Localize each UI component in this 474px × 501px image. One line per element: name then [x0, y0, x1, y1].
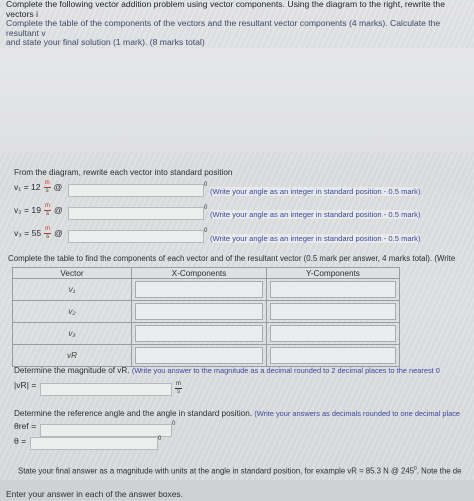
- reference-angle-input[interactable]: [40, 424, 172, 437]
- vector-2-angle-input[interactable]: [68, 207, 204, 220]
- header-x-components: X-Components: [132, 268, 267, 279]
- unit-m-per-s: $\frac{m}{s}$: [45, 226, 51, 240]
- at-sign: @: [54, 228, 63, 238]
- diagram-placeholder-area: [0, 48, 474, 152]
- footer-instruction: Enter your answer in each of the answer boxes.: [6, 489, 183, 499]
- vr-x-input[interactable]: [135, 347, 263, 364]
- table-row: [13, 279, 400, 301]
- unit-m-per-s: $\frac{m}{s}$: [45, 203, 50, 217]
- angle-title: Determine the reference angle and the angle in standard position. (Write your answers as decimals rounded to one decimal place: [14, 409, 461, 418]
- row-label-v2: v₂: [13, 301, 132, 323]
- degree-symbol: 0: [204, 205, 208, 211]
- degree-symbol: 0: [204, 228, 208, 234]
- degree-symbol: 0: [204, 182, 208, 188]
- at-sign: @: [54, 205, 63, 215]
- vector-3-row: [14, 226, 63, 240]
- header-vector: Vector: [13, 268, 132, 279]
- table-section-title: Complete the table to find the components of each vector and of the resultant vector (0.5 mark per answer, 4 marks total). (Write: [8, 254, 456, 263]
- vector-1-hint: (Write your angle as an integer in standard position - 0.5 mark): [210, 187, 421, 196]
- table-row: [13, 345, 400, 367]
- footer-bar: [0, 480, 474, 501]
- vr-y-input[interactable]: [270, 347, 396, 364]
- v3-x-input[interactable]: [135, 325, 263, 342]
- vector-1-angle-input[interactable]: [68, 184, 204, 197]
- instructions-line-1: Complete the following vector addition problem using vector components. Using the diagram to the right, rewrite the vectors i: [6, 0, 445, 19]
- reference-angle-label: θref =: [14, 421, 37, 431]
- vector-1-row: [14, 180, 62, 194]
- components-table: [12, 267, 400, 367]
- vector-2-label: v₂ = 19: [14, 205, 41, 215]
- instructions-line-3: and state your final solution (1 mark). (8 marks total): [6, 37, 205, 48]
- reference-angle-row: [14, 421, 36, 431]
- at-sign: @: [53, 182, 63, 192]
- angle-hint: (Write your answers as decimals rounded to one decimal place: [254, 409, 461, 418]
- final-answer-instruction: State your final answer as a magnitude with units at the angle in standard position, for example vR = 85.3 N @ $245^0$. Note the de: [18, 466, 462, 476]
- header-y-components: Y-Components: [266, 268, 399, 279]
- table-row: [13, 301, 400, 323]
- instructions-line-2: Complete the table of the components of the vectors and the resultant vector components (4 marks). Calculate the resultant v: [6, 18, 441, 38]
- vector-3-label: v₃ = 55: [14, 228, 42, 238]
- magnitude-hint: (Write you answer to the magnitude as a decimal rounded to 2 decimal places to the nearest 0: [131, 366, 440, 375]
- magnitude-title: Determine the magnitude of vR. (Write you answer to the magnitude as a decimal rounded to 2 decimal places to the nearest 0: [14, 366, 440, 375]
- v3-y-input[interactable]: [270, 325, 396, 342]
- vector-3-angle-input[interactable]: [68, 230, 204, 243]
- row-label-v1: v₁: [13, 279, 132, 301]
- v1-x-input[interactable]: [135, 281, 263, 298]
- vector-2-row: [14, 203, 63, 217]
- vector-2-hint: (Write your angle as an integer in standard position - 0.5 mark): [210, 210, 421, 219]
- problem-instructions: [6, 0, 474, 48]
- vector-3-hint: (Write your angle as an integer in standard position - 0.5 mark): [210, 234, 421, 243]
- magnitude-row: [14, 380, 36, 390]
- rewrite-section-title: From the diagram, rewrite each vector into standard position: [14, 168, 233, 177]
- standard-angle-input[interactable]: [30, 437, 158, 450]
- v1-y-input[interactable]: [270, 281, 396, 298]
- unit-m-per-s: m s: [176, 381, 181, 395]
- v2-y-input[interactable]: [270, 303, 396, 320]
- standard-angle-label: θ =: [14, 436, 27, 446]
- table-row: [13, 323, 400, 345]
- degree-symbol: 0: [158, 436, 162, 442]
- row-label-v3: v₃: [13, 323, 132, 345]
- v2-x-input[interactable]: [135, 303, 263, 320]
- degree-symbol: 0: [172, 421, 176, 427]
- unit-m-per-s: $\frac{m}{s}$: [44, 180, 50, 194]
- row-label-vr: vR: [13, 345, 132, 367]
- vector-1-label: v₁ = 12: [14, 182, 41, 192]
- standard-angle-row: [14, 436, 26, 446]
- magnitude-input[interactable]: [40, 383, 172, 396]
- magnitude-label: |vR| =: [14, 380, 37, 390]
